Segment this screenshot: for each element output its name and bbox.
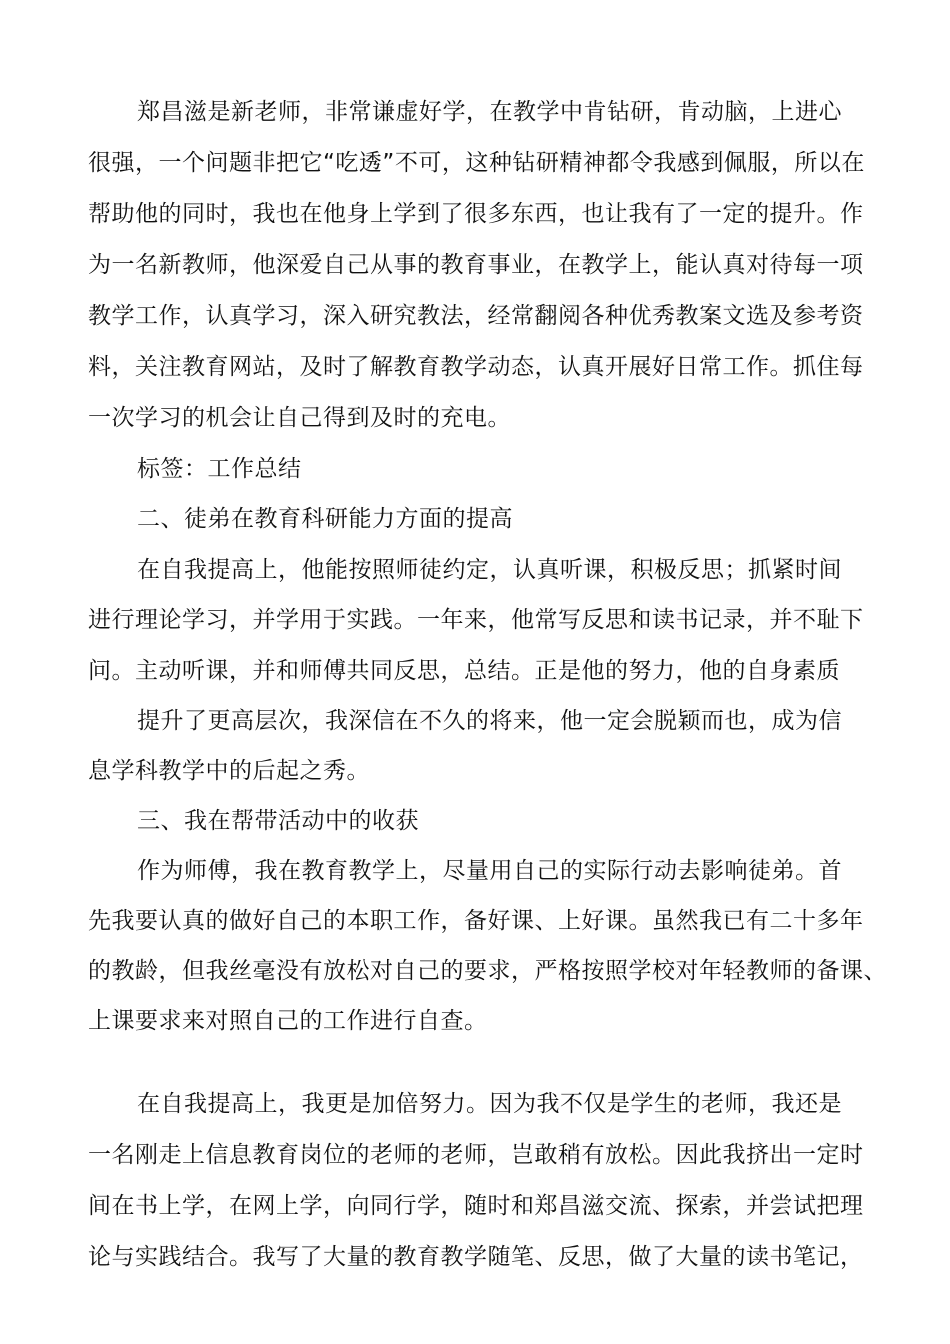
text-line: 上课要求来对照自己的工作进行自查。 <box>88 1008 488 1034</box>
section-heading: 二、徒弟在教育科研能力方面的提高 <box>137 506 513 532</box>
text-line: 郑昌滋是新老师，非常谦虚好学，在教学中肯钻研，肯动脑，上进心 <box>137 99 842 125</box>
text-line: 的教龄，但我丝毫没有放松对自己的要求，严格按照学校对年轻教师的备课、 <box>88 958 887 984</box>
text-line: 在自我提高上，我更是加倍努力。因为我不仅是学生的老师，我还是 <box>137 1091 842 1117</box>
text-line: 提升了更高层次，我深信在不久的将来，他一定会脱颖而也，成为信 <box>137 708 842 734</box>
text-line: 为一名新教师，他深爱自己从事的教育事业，在教学上，能认真对待每一项 <box>88 252 864 278</box>
text-line: 间在书上学，在网上学，向同行学，随时和郑昌滋交流、探索，并尝试把理 <box>88 1193 864 1219</box>
text-line: 问。主动听课，并和师傅共同反思，总结。正是他的努力，他的自身素质 <box>88 658 840 684</box>
text-line: 在自我提高上，他能按照师徒约定，认真听课，积极反思；抓紧时间 <box>137 557 842 583</box>
text-line: 先我要认真的做好自己的本职工作，备好课、上好课。虽然我已有二十多年 <box>88 908 864 934</box>
text-line: 教学工作，认真学习，深入研究教法，经常翻阅各种优秀教案文选及参考资 <box>88 303 864 329</box>
text-line: 息学科教学中的后起之秀。 <box>88 758 370 784</box>
text-line: 一次学习的机会让自己得到及时的充电。 <box>88 405 511 431</box>
text-line: 一名刚走上信息教育岗位的老师的老师，岂敢稍有放松。因此我挤出一定时 <box>88 1142 864 1168</box>
text-line: 进行理论学习，并学用于实践。一年来，他常写反思和读书记录，并不耻下 <box>88 607 864 633</box>
section-heading: 三、我在帮带活动中的收获 <box>137 808 419 834</box>
text-line: 很强，一个问题非把它“吃透”不可，这种钻研精神都令我感到佩服，所以在 <box>88 150 865 176</box>
text-line: 论与实践结合。我写了大量的教育教学随笔、反思，做了大量的读书笔记， <box>88 1244 864 1270</box>
text-line: 作为师傅，我在教育教学上，尽量用自己的实际行动去影响徒弟。首 <box>137 858 842 884</box>
tag-line: 标签：工作总结 <box>137 456 302 482</box>
text-line: 料，关注教育网站，及时了解教育教学动态，认真开展好日常工作。抓住每 <box>88 354 864 380</box>
text-line: 帮助他的同时，我也在他身上学到了很多东西，也让我有了一定的提升。作 <box>88 201 864 227</box>
